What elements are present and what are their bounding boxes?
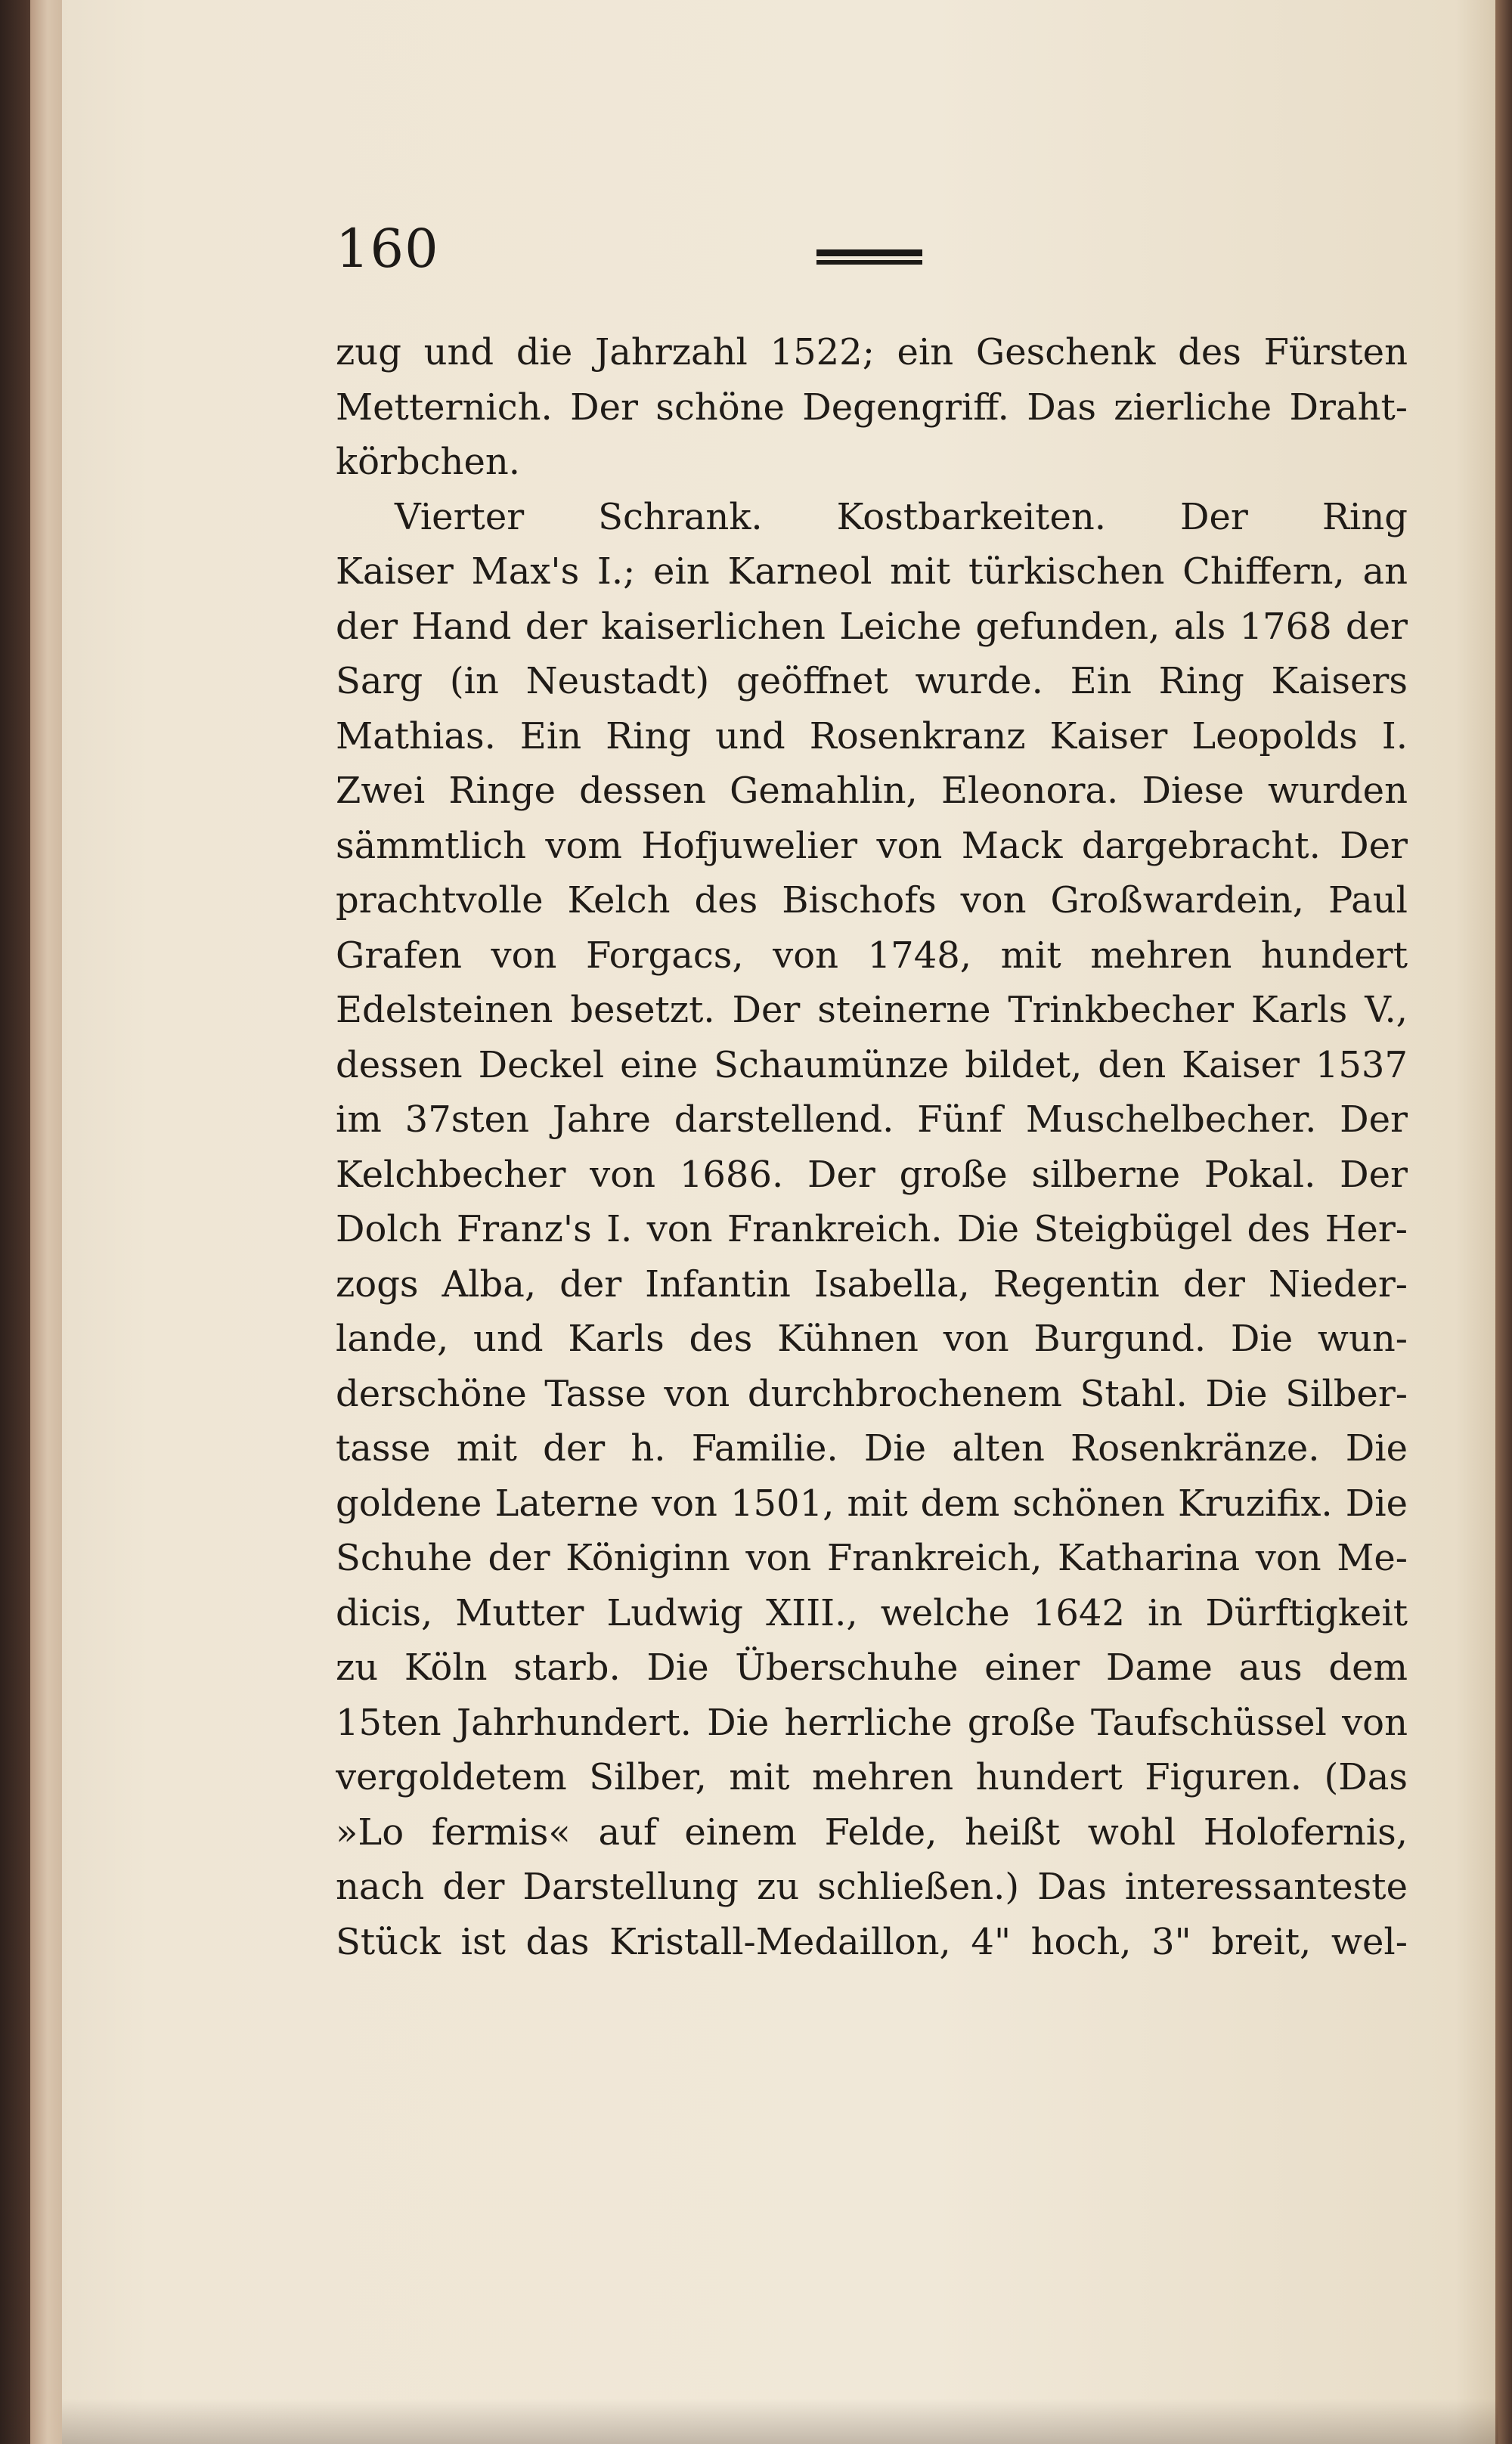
text-line: 15ten Jahrhundert. Die herrliche große Taufschüssel von <box>336 1701 1408 1744</box>
body-text <box>336 325 1408 1969</box>
text-line: dicis, Mutter Ludwig XIII., welche 1642 in Dürftigkeit <box>336 1591 1408 1634</box>
text-line: zu Köln starb. Die Überschuhe einer Dame aus dem <box>336 1646 1408 1689</box>
text-line: vergoldetem Silber, mit mehren hundert Figuren. (Das <box>336 1756 1408 1798</box>
text-line: lande, und Karls des Kühnen von Burgund. Die wun- <box>336 1318 1408 1360</box>
page-number: 160 <box>336 218 439 280</box>
text-line: zug und die Jahrzahl 1522; ein Geschenk des Fürsten <box>336 331 1408 373</box>
page-shadow <box>62 2399 1498 2444</box>
text-line: Vierter Schrank. Kostbarkeiten. Der Ring <box>395 495 1408 538</box>
text-line: dessen Deckel eine Schaumünze bildet, den Kaiser 1537 <box>336 1043 1408 1086</box>
text-line: Schuhe der Königinn von Frankreich, Katharina von Me- <box>336 1537 1408 1579</box>
book-cover-right <box>1495 0 1512 2444</box>
text-line: prachtvolle Kelch des Bischofs von Großwardein, Paul <box>336 879 1408 922</box>
text-line: Edelsteinen besetzt. Der steinerne Trinkbecher Karls V., <box>336 989 1408 1031</box>
text-line: sämmtlich vom Hofjuwelier von Mack dargebracht. Der <box>336 824 1408 867</box>
text-line: »Lo fermis« auf einem Felde, heißt wohl Holofernis, <box>336 1811 1408 1854</box>
text-line: im 37sten Jahre darstellend. Fünf Muschelbecher. Der <box>336 1098 1408 1141</box>
page-edge <box>30 0 65 2444</box>
text-line: Mathias. Ein Ring und Rosenkranz Kaiser Leopolds I. <box>336 714 1408 757</box>
text-line: Stück ist das Kristall-Medaillon, 4" hoch, 3" breit, wel- <box>336 1920 1408 1963</box>
text-line: tasse mit der h. Familie. Die alten Rosenkränze. Die <box>336 1427 1408 1470</box>
text-line: körbchen. <box>336 441 521 483</box>
text-line: Dolch Franz's I. von Frankreich. Die Steigbügel des Her- <box>336 1208 1408 1250</box>
text-line: Kaiser Max's I.; ein Karneol mit türkischen Chiffern, an <box>336 550 1408 593</box>
header-double-rule <box>816 249 922 266</box>
text-line: Sarg (in Neustadt) geöffnet wurde. Ein Ring Kaisers <box>336 660 1408 702</box>
text-line: Metternich. Der schöne Degengriff. Das zierliche Draht- <box>336 386 1408 429</box>
text-line: goldene Laterne von 1501, mit dem schönen Kruzifix. Die <box>336 1482 1408 1525</box>
text-line: zogs Alba, der Infantin Isabella, Regentin der Nieder- <box>336 1262 1408 1306</box>
text-line: Grafen von Forgacs, von 1748, mit mehren hundert <box>336 934 1408 977</box>
text-line: Zwei Ringe dessen Gemahlin, Eleonora. Diese wurden <box>336 770 1408 812</box>
text-line: nach der Darstellung zu schließen.) Das interessanteste <box>336 1866 1408 1908</box>
text-line: derschöne Tasse von durchbrochenem Stahl. Die Silber- <box>336 1372 1408 1415</box>
text-line: der Hand der kaiserlichen Leiche gefunden, als 1768 der <box>336 605 1408 648</box>
text-line: Kelchbecher von 1686. Der große silberne Pokal. Der <box>336 1153 1408 1196</box>
